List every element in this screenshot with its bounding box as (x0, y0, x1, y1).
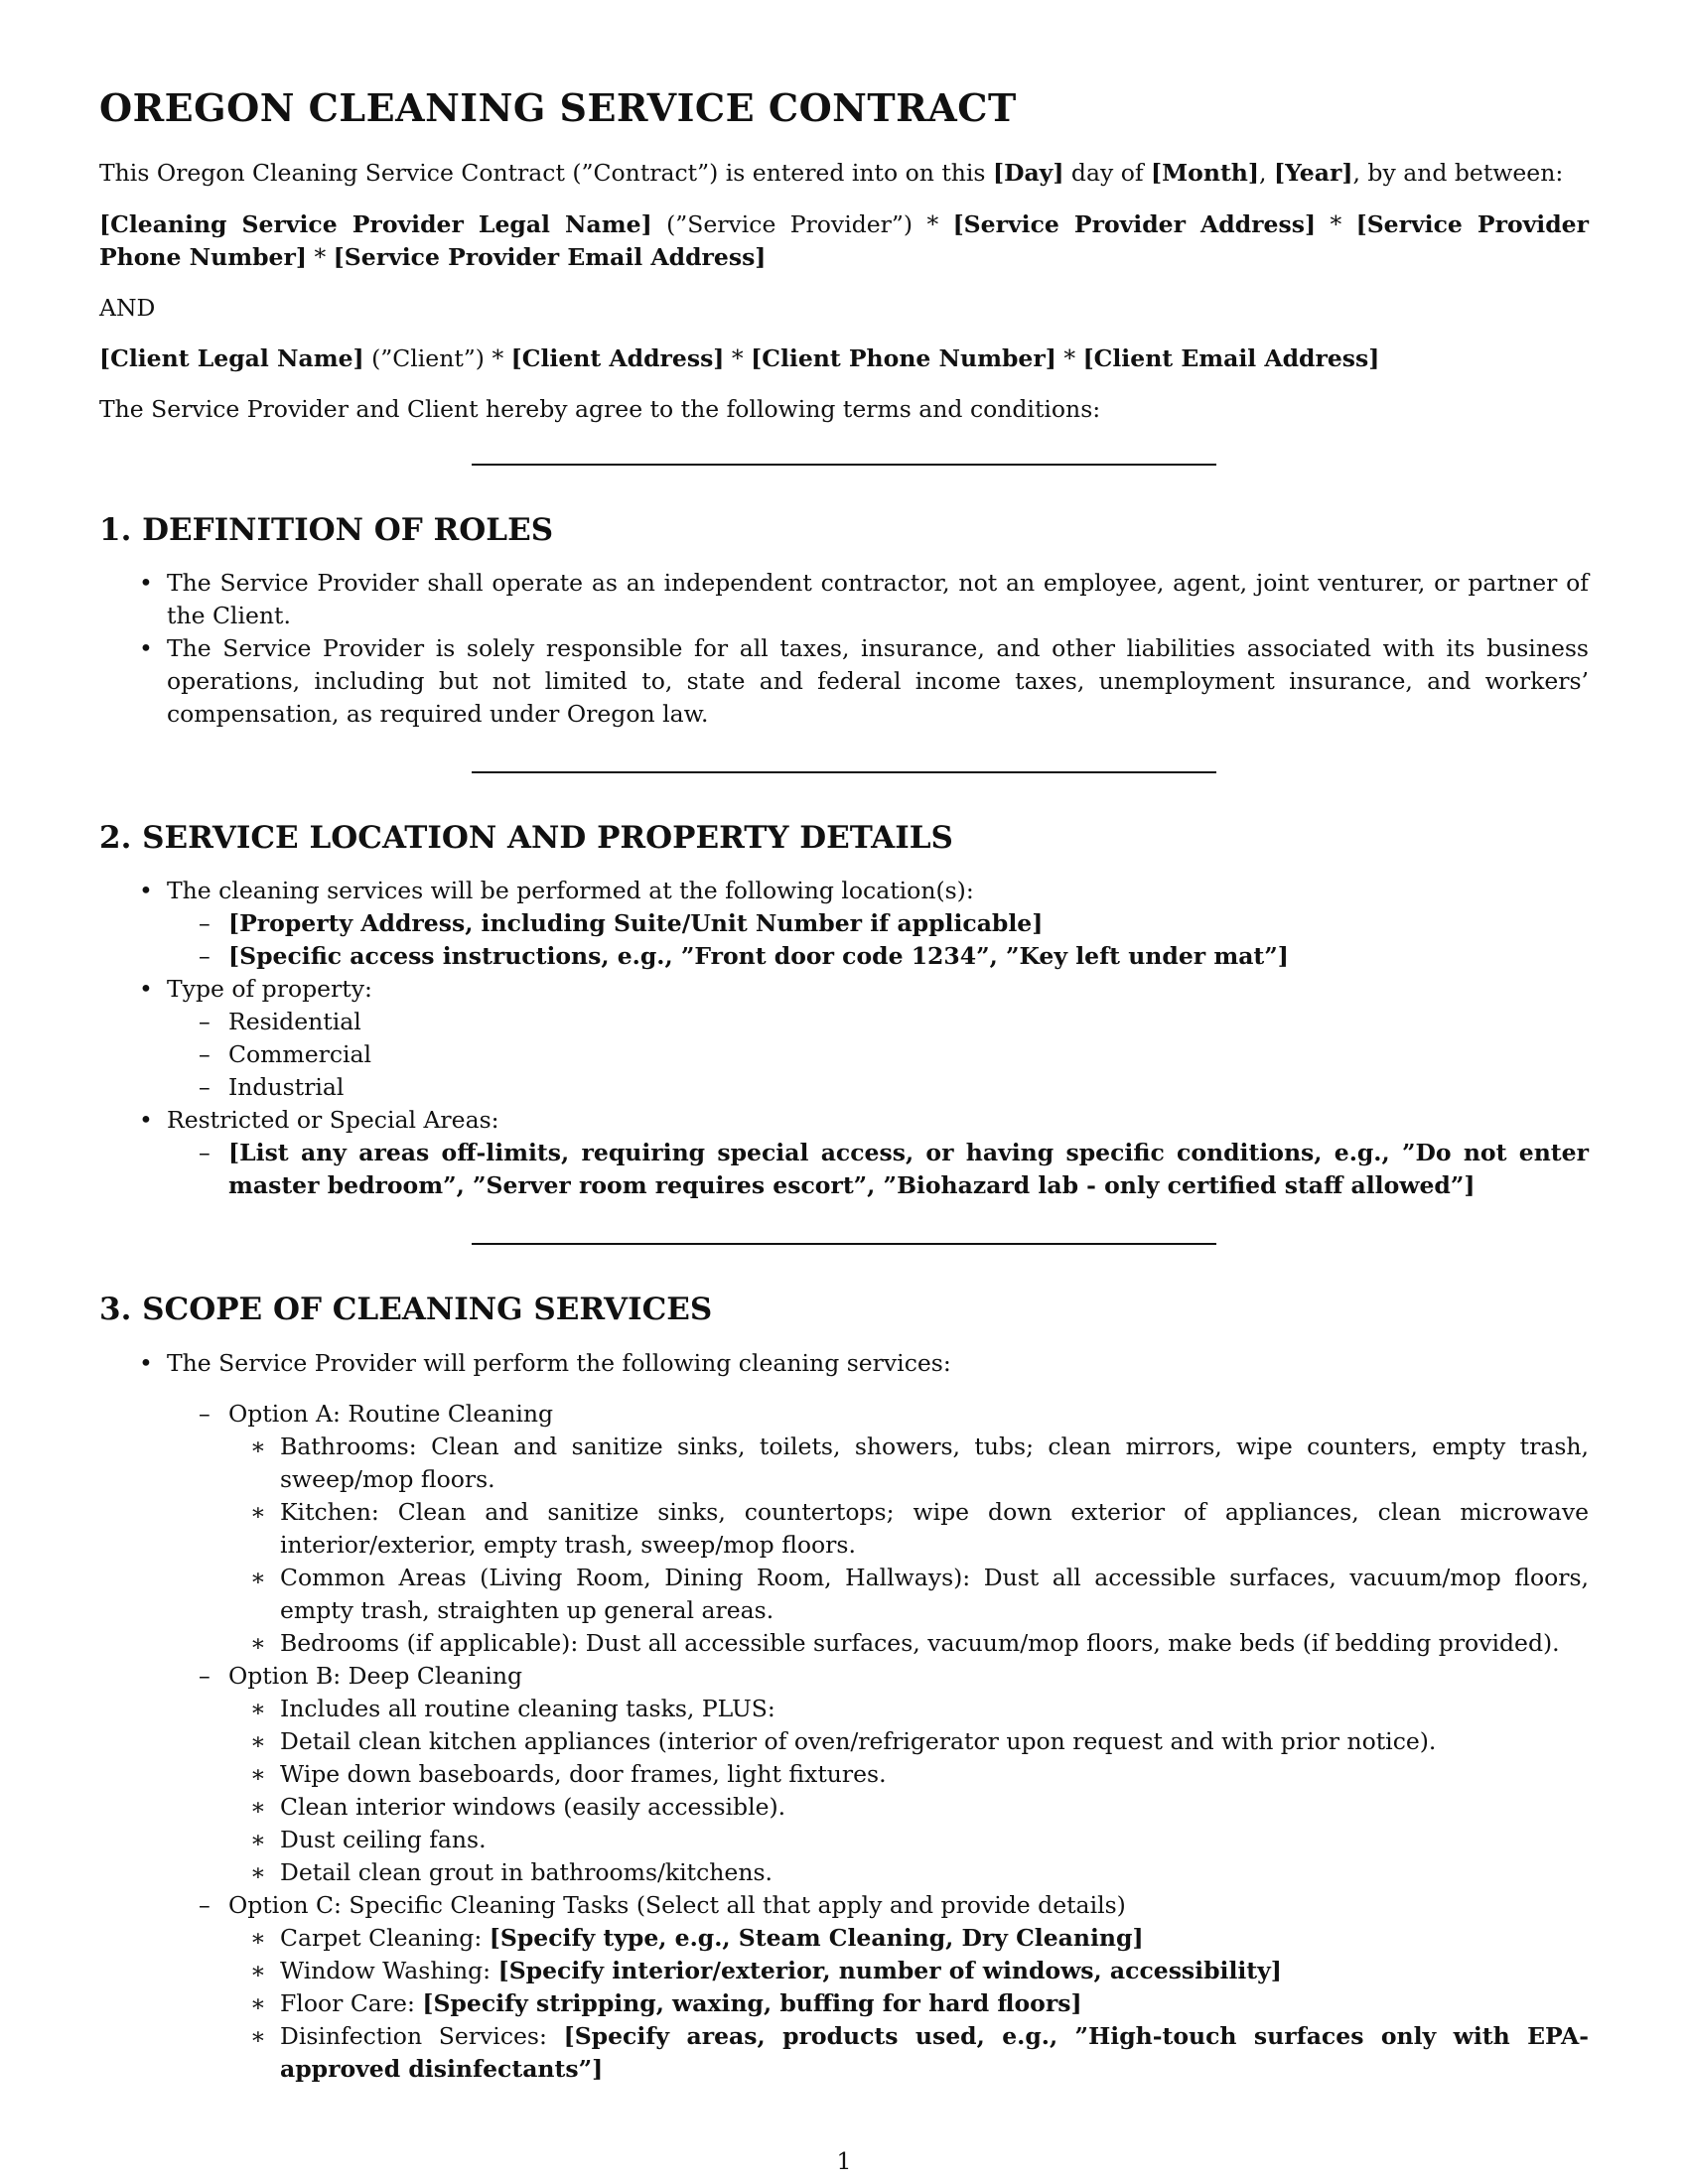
list-item: ∗ Bathrooms: Clean and sanitize sinks, toilets, showers, tubs; clean mirrors, wipe counters, empty trash, sweep/mop floors. (99, 1431, 1589, 1496)
agreement-statement: The Service Provider and Client hereby agree to the following terms and conditions: (99, 395, 1101, 423)
list-item: ∗ Clean interior windows (easily accessible). (99, 1791, 1589, 1824)
list-item: • The Service Provider shall operate as an independent contractor, not an employee, agent, joint venturer, or partner of the Client. (99, 567, 1589, 632)
list-item: ∗ Kitchen: Clean and sanitize sinks, countertops; wipe down exterior of appliances, clean microwave interior/exterior, empty trash, sweep/mop floors. (99, 1496, 1589, 1562)
list-item: • The Service Provider will perform the following cleaning services: (99, 1347, 1589, 1380)
horizontal-rule (472, 464, 1216, 466)
list-item: ∗ Carpet Cleaning: [Specify type, e.g., Steam Cleaning, Dry Cleaning] (99, 1922, 1589, 1955)
and-separator: AND (99, 294, 156, 322)
page-title: OREGON CLEANING SERVICE CONTRACT (99, 85, 1017, 130)
list-item: ∗ Window Washing: [Specify interior/exterior, number of windows, accessibility] (99, 1955, 1589, 1987)
list-item: ∗ Floor Care: [Specify stripping, waxing, buffing for hard floors] (99, 1987, 1589, 2020)
section-3-list (99, 1347, 1589, 2086)
list-item: ∗ Dust ceiling fans. (99, 1824, 1589, 1856)
list-item: – Option A: Routine Cleaning (99, 1398, 1589, 1431)
list-item: – [Property Address, including Suite/Unit Number if applicable] (99, 907, 1589, 940)
list-item: ∗ Disinfection Services: [Specify areas, products used, e.g., ”High-touch surfaces only with EPA-approved disinfectants”] (99, 2020, 1589, 2086)
list-item: • The cleaning services will be performed at the following location(s): (99, 875, 1589, 907)
list-item: ∗ Includes all routine cleaning tasks, PLUS: (99, 1693, 1589, 1725)
client-details: [Client Legal Name] (”Client”) * [Client Address] * [Client Phone Number] * [Client Email Address] (99, 344, 1380, 372)
list-item: – Commercial (99, 1038, 1589, 1071)
section-1-list (99, 567, 1589, 731)
page-number: 1 (836, 2147, 852, 2175)
list-item: • Restricted or Special Areas: (99, 1104, 1589, 1137)
section-1-heading: 1. DEFINITION OF ROLES (99, 512, 554, 548)
list-item: ∗ Wipe down baseboards, door frames, light fixtures. (99, 1758, 1589, 1791)
list-item: • The Service Provider is solely responsible for all taxes, insurance, and other liabilities associated with its business operations, including but not limited to, state and federal income taxes, unemployment insurance, and workers’ compensation, as required under Oregon law. (99, 632, 1589, 731)
list-item: ∗ Bedrooms (if applicable): Dust all accessible surfaces, vacuum/mop floors, make beds (if bedding provided). (99, 1627, 1589, 1660)
list-item: ∗ Detail clean kitchen appliances (interior of oven/refrigerator upon request and with prior notice). (99, 1725, 1589, 1758)
section-2-heading: 2. SERVICE LOCATION AND PROPERTY DETAILS (99, 820, 953, 856)
section-2-list (99, 875, 1589, 1202)
list-item: – [List any areas off-limits, requiring special access, or having specific conditions, e.g., ”Do not enter master bedroom”, ”Server room requires escort”, ”Biohazard lab - only certified staff allowed”] (99, 1137, 1589, 1202)
list-item: – Residential (99, 1006, 1589, 1038)
service-provider-details: [Cleaning Service Provider Legal Name] (”Service Provider”) * [Service Provider Address] * [Service Provider Phone Number] * [Service Provider Email Address] (99, 210, 1589, 271)
section-3-heading: 3. SCOPE OF CLEANING SERVICES (99, 1292, 713, 1327)
list-item: – [Specific access instructions, e.g., ”Front door code 1234”, ”Key left under mat”] (99, 940, 1589, 973)
list-item: ∗ Detail clean grout in bathrooms/kitchens. (99, 1856, 1589, 1889)
list-item: – Option B: Deep Cleaning (99, 1660, 1589, 1693)
horizontal-rule (472, 771, 1216, 773)
list-item: – Option C: Specific Cleaning Tasks (Select all that apply and provide details) (99, 1889, 1589, 1922)
intro-paragraph: This Oregon Cleaning Service Contract (”Contract”) is entered into on this [Day] day of [Month], [Year], by and between: (99, 159, 1564, 187)
list-item: – Industrial (99, 1071, 1589, 1104)
horizontal-rule (472, 1243, 1216, 1245)
list-item: • Type of property: (99, 973, 1589, 1006)
list-item: ∗ Common Areas (Living Room, Dining Room, Hallways): Dust all accessible surfaces, vacuum/mop floors, empty trash, straighten up general areas. (99, 1562, 1589, 1627)
